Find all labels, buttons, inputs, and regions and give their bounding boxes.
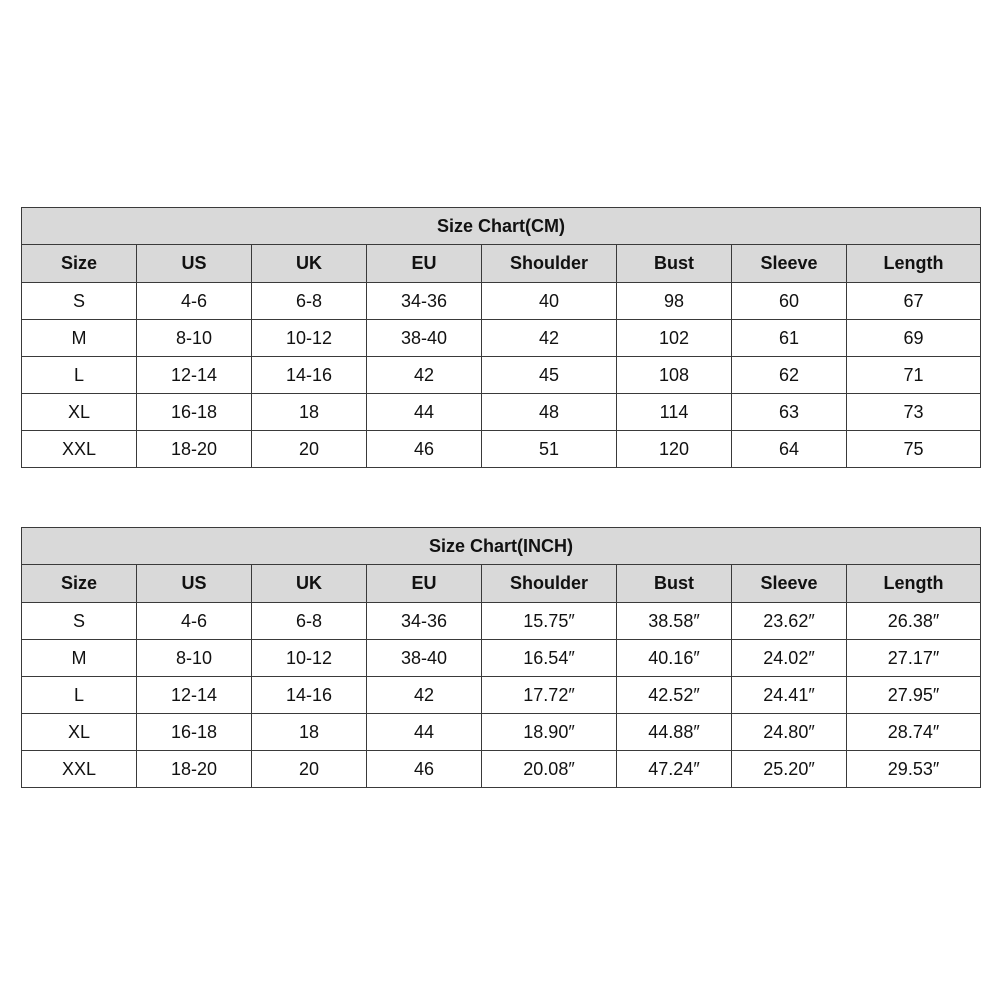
table-cell: 62 [732,357,847,394]
column-header-size: Size [22,245,137,283]
column-header-eu: EU [367,245,482,283]
table-cell: 69 [847,320,981,357]
table-cell: 102 [617,320,732,357]
table-cell: 20.08″ [482,751,617,788]
column-header-sleeve: Sleeve [732,245,847,283]
table-cell: 46 [367,431,482,468]
table-cell: 8-10 [137,320,252,357]
table-cell: 23.62″ [732,603,847,640]
table-cell: 114 [617,394,732,431]
table-cell: 48 [482,394,617,431]
column-header-length: Length [847,245,981,283]
table-cell: 16-18 [137,714,252,751]
table-cell: 38.58″ [617,603,732,640]
table-header-row [22,245,981,283]
column-header-us: US [137,565,252,603]
table-cell: 40 [482,283,617,320]
table-cell: 27.17″ [847,640,981,677]
table-cell: 18-20 [137,751,252,788]
column-header-sleeve: Sleeve [732,565,847,603]
table-row [22,431,981,468]
table-cell: 44 [367,394,482,431]
table-cell: 71 [847,357,981,394]
table-cell: 42.52″ [617,677,732,714]
table-cell: 18-20 [137,431,252,468]
table-cell: 120 [617,431,732,468]
table-cell: 64 [732,431,847,468]
table-cell: 4-6 [137,603,252,640]
table-cell: 67 [847,283,981,320]
table-cell: 24.80″ [732,714,847,751]
table-cell: 10-12 [252,640,367,677]
column-header-uk: UK [252,245,367,283]
table-cell: XL [22,394,137,431]
table-cell: 63 [732,394,847,431]
table-cell: 6-8 [252,283,367,320]
column-header-uk: UK [252,565,367,603]
table-cell: 75 [847,431,981,468]
table-cell: S [22,603,137,640]
table-cell: M [22,640,137,677]
table-cell: XXL [22,751,137,788]
table-cell: 42 [367,357,482,394]
table-cell: 25.20″ [732,751,847,788]
column-header-bust: Bust [617,565,732,603]
table-cell: 45 [482,357,617,394]
column-header-shoulder: Shoulder [482,565,617,603]
table-cell: 14-16 [252,357,367,394]
table-title: Size Chart(CM) [22,208,981,245]
table-row [22,603,981,640]
table-cell: 28.74″ [847,714,981,751]
column-header-shoulder: Shoulder [482,245,617,283]
table-cell: 42 [367,677,482,714]
table-cell: 34-36 [367,603,482,640]
table-cell: 42 [482,320,617,357]
table-row [22,640,981,677]
table-cell: 60 [732,283,847,320]
table-title-row [22,208,981,245]
table-cell: 6-8 [252,603,367,640]
table-cell: 47.24″ [617,751,732,788]
table-cell: 14-16 [252,677,367,714]
table-cell: 46 [367,751,482,788]
table-row [22,283,981,320]
table-row [22,677,981,714]
table-cell: 18.90″ [482,714,617,751]
table-cell: 15.75″ [482,603,617,640]
table-cell: 8-10 [137,640,252,677]
table-cell: 26.38″ [847,603,981,640]
table-cell: 17.72″ [482,677,617,714]
table-cell: 51 [482,431,617,468]
table-cell: 16.54″ [482,640,617,677]
table-row [22,320,981,357]
table-cell: XXL [22,431,137,468]
table-cell: 61 [732,320,847,357]
table-cell: 24.02″ [732,640,847,677]
table-cell: XL [22,714,137,751]
column-header-us: US [137,245,252,283]
column-header-length: Length [847,565,981,603]
table-cell: 38-40 [367,320,482,357]
table-cell: 34-36 [367,283,482,320]
table-cell: 12-14 [137,677,252,714]
table-cell: 20 [252,431,367,468]
table-cell: L [22,677,137,714]
column-header-eu: EU [367,565,482,603]
table-cell: M [22,320,137,357]
table-header-row [22,565,981,603]
table-cell: 16-18 [137,394,252,431]
table-row [22,394,981,431]
table-cell: 18 [252,394,367,431]
table-cell: 108 [617,357,732,394]
table-row [22,751,981,788]
table-cell: L [22,357,137,394]
table-cell: 4-6 [137,283,252,320]
table-title-row [22,528,981,565]
size-chart-cm-table [21,207,981,468]
table-cell: S [22,283,137,320]
table-cell: 73 [847,394,981,431]
table-cell: 12-14 [137,357,252,394]
table-cell: 27.95″ [847,677,981,714]
table-cell: 10-12 [252,320,367,357]
column-header-bust: Bust [617,245,732,283]
size-chart-inch-table [21,527,981,788]
table-cell: 18 [252,714,367,751]
table-row [22,357,981,394]
table-title: Size Chart(INCH) [22,528,981,565]
table-cell: 44 [367,714,482,751]
table-cell: 44.88″ [617,714,732,751]
table-cell: 24.41″ [732,677,847,714]
table-cell: 29.53″ [847,751,981,788]
column-header-size: Size [22,565,137,603]
table-cell: 98 [617,283,732,320]
table-cell: 40.16″ [617,640,732,677]
table-cell: 20 [252,751,367,788]
table-cell: 38-40 [367,640,482,677]
table-row [22,714,981,751]
